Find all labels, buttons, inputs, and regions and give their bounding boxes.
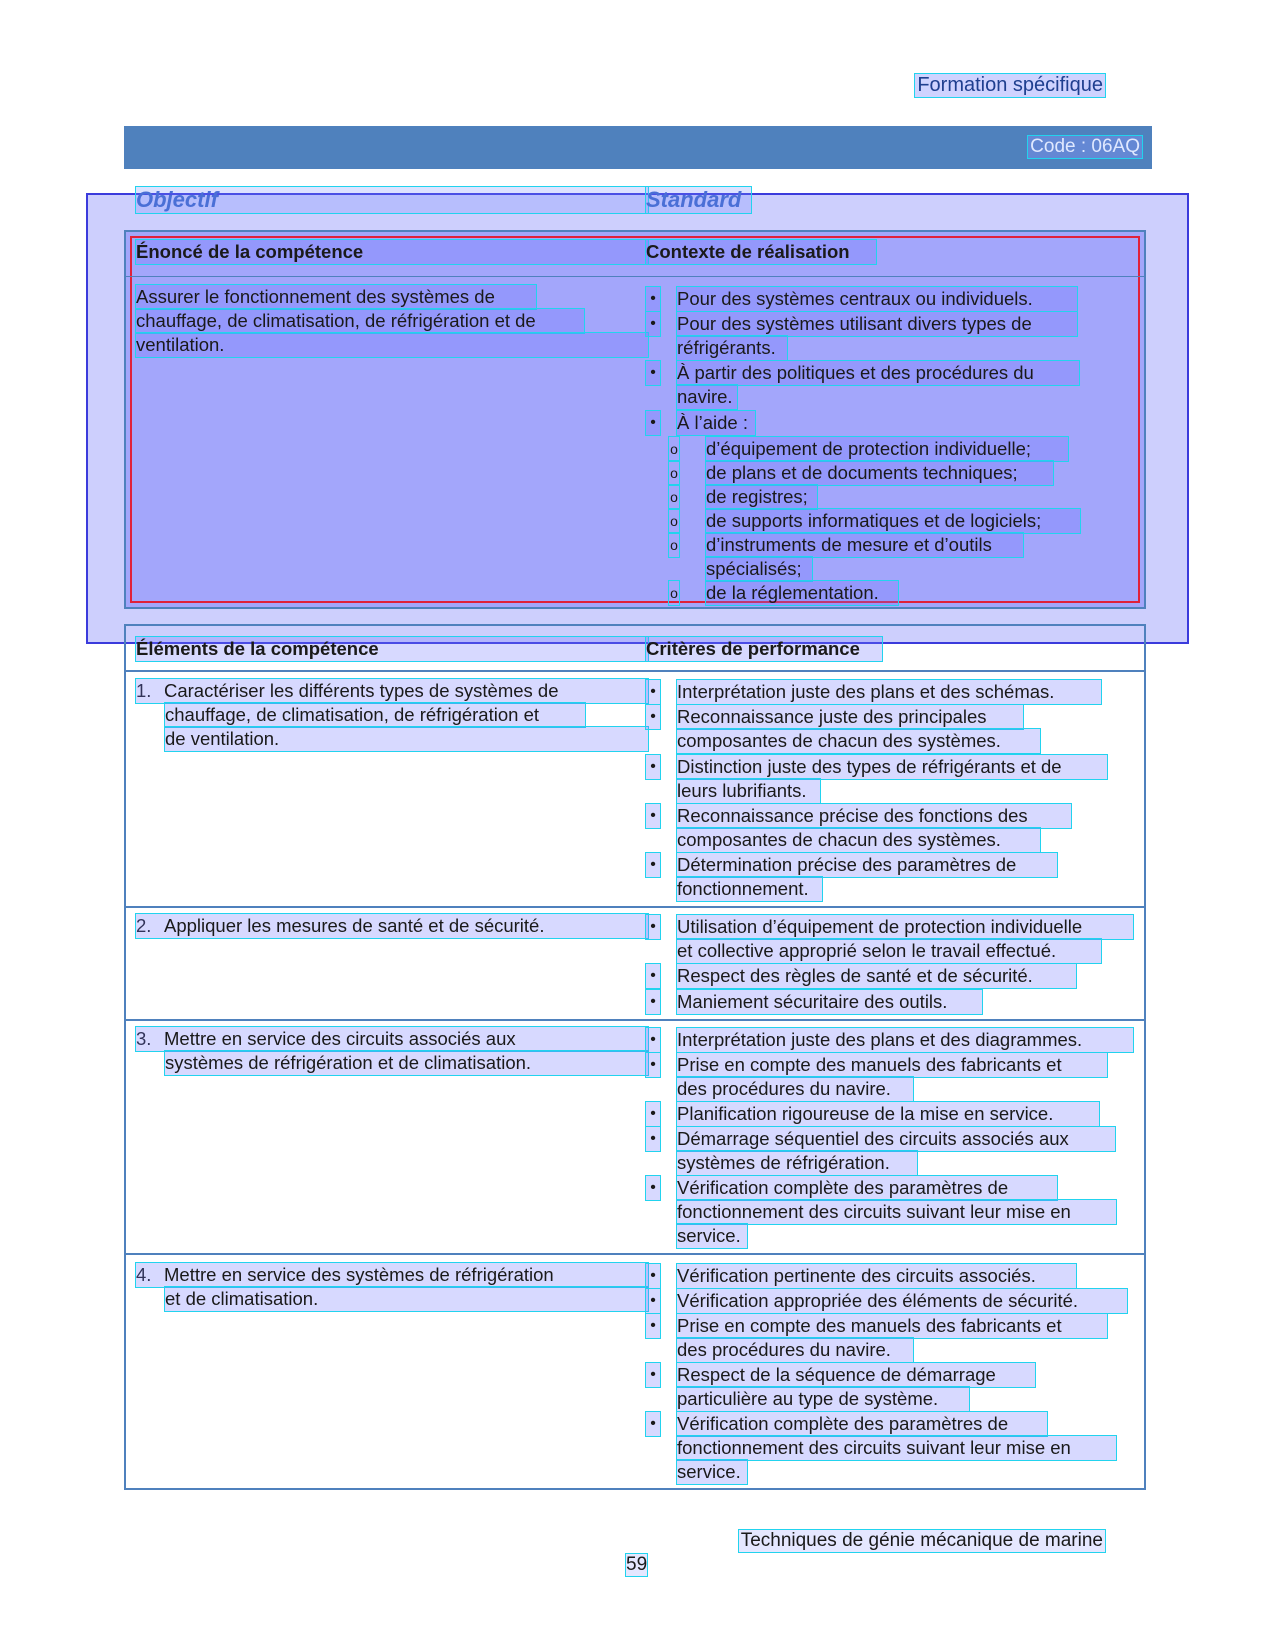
program-name-footer: Techniques de génie mécanique de marine <box>740 1530 1103 1551</box>
element-number: 1. <box>136 680 152 701</box>
bullet-icon: • <box>646 990 660 1014</box>
criteria-item-cont: des procédures du navire. <box>677 1338 913 1362</box>
bullet-icon: • <box>646 411 660 435</box>
competency-code: Code : 06AQ <box>1030 136 1140 157</box>
aide-item: de la réglementation. <box>706 581 898 605</box>
objectif-title: Objectif <box>136 187 648 213</box>
page-number: 59 <box>626 1554 648 1575</box>
criteria-item: Prise en compte des manuels des fabricants et <box>677 1314 1107 1338</box>
criteria-item: Vérification pertinente des circuits associés. <box>677 1264 1076 1288</box>
criteria-item-cont: des procédures du navire. <box>677 1077 913 1101</box>
element-number: 3. <box>136 1028 152 1049</box>
table-header-divider <box>126 276 1144 277</box>
aide-item: d’équipement de protection individuelle; <box>706 437 1068 461</box>
criteria-item: Respect de la séquence de démarrage <box>677 1363 1035 1387</box>
criteria-item-cont: fonctionnement des circuits suivant leur mise en <box>677 1436 1116 1460</box>
criteria-item: Planification rigoureuse de la mise en service. <box>677 1102 1099 1126</box>
aide-item: d’instruments de mesure et d’outils <box>706 533 1023 557</box>
bullet-icon: • <box>646 1363 660 1387</box>
criteria-item-cont: particulière au type de système. <box>677 1387 969 1411</box>
contexte-item: Pour des systèmes utilisant divers types de <box>677 312 1077 336</box>
element-line: et de climatisation. <box>165 1287 648 1311</box>
row-divider <box>126 1019 1144 1021</box>
enonce-line: chauffage, de climatisation, de réfrigération et de <box>136 309 584 333</box>
criteria-item: Utilisation d’équipement de protection individuelle <box>677 915 1133 939</box>
criteria-item: Reconnaissance précise des fonctions des <box>677 804 1071 828</box>
bullet-icon: • <box>646 1127 660 1151</box>
element-line: Caractériser les différents types de systèmes de <box>136 679 648 703</box>
criteria-item: Démarrage séquentiel des circuits associés aux <box>677 1127 1115 1151</box>
criteria-item: Interprétation juste des plans et des diagrammes. <box>677 1028 1133 1052</box>
enonce-line: Assurer le fonctionnement des systèmes de <box>136 285 536 309</box>
bullet-icon: • <box>646 804 660 828</box>
bullet-icon: • <box>646 312 660 336</box>
enonce-line: ventilation. <box>136 333 648 357</box>
criteria-item-cont: composantes de chacun des systèmes. <box>677 828 1040 852</box>
standard-title: Standard <box>646 187 751 213</box>
criteria-item: Vérification appropriée des éléments de sécurité. <box>677 1289 1127 1313</box>
enonce-header: Énoncé de la compétence <box>136 240 648 264</box>
contexte-item-cont: navire. <box>677 385 737 409</box>
bullet-icon: • <box>646 853 660 877</box>
sub-bullet-icon: o <box>669 509 679 533</box>
bullet-icon: • <box>646 361 660 385</box>
element-number: 4. <box>136 1264 152 1285</box>
criteria-item-cont: service. <box>677 1460 747 1484</box>
row-divider <box>126 1253 1144 1255</box>
sub-bullet-icon: o <box>669 533 679 557</box>
criteria-item-cont: systèmes de réfrigération. <box>677 1151 917 1175</box>
bullet-icon: • <box>646 755 660 779</box>
sub-bullet-icon: o <box>669 437 679 461</box>
criteria-item: Vérification complète des paramètres de <box>677 1412 1047 1436</box>
bullet-icon: • <box>646 915 660 939</box>
criteria-item-cont: fonctionnement des circuits suivant leur mise en <box>677 1200 1116 1224</box>
criteria-item: Interprétation juste des plans et des schémas. <box>677 680 1101 704</box>
aide-item-cont: spécialisés; <box>706 557 812 581</box>
element-line: Mettre en service des systèmes de réfrigération <box>136 1263 648 1287</box>
contexte-item-cont: réfrigérants. <box>677 336 787 360</box>
criteria-item-cont: et collective approprié selon le travail effectué. <box>677 939 1101 963</box>
sub-bullet-icon: o <box>669 581 679 605</box>
contexte-item: À partir des politiques et des procédures du <box>677 361 1079 385</box>
bullet-icon: • <box>646 1412 660 1436</box>
bullet-icon: • <box>646 964 660 988</box>
element-number: 2. <box>136 915 152 936</box>
criteria-item: Maniement sécuritaire des outils. <box>677 990 982 1014</box>
competency-code-bar <box>124 126 1152 169</box>
criteria-item: Vérification complète des paramètres de <box>677 1176 1057 1200</box>
bullet-icon: • <box>646 1028 660 1052</box>
bullet-icon: • <box>646 705 660 729</box>
aide-item: de supports informatiques et de logiciels; <box>706 509 1080 533</box>
criteria-item-cont: service. <box>677 1224 747 1248</box>
bullet-icon: • <box>646 1176 660 1200</box>
criteria-item: Reconnaissance juste des principales <box>677 705 1023 729</box>
criteres-header: Critères de performance <box>646 637 882 661</box>
element-line: systèmes de réfrigération et de climatisation. <box>165 1051 648 1075</box>
aide-item: de registres; <box>706 485 817 509</box>
bullet-icon: • <box>646 1314 660 1338</box>
bullet-icon: • <box>646 1289 660 1313</box>
elements-header: Éléments de la compétence <box>136 637 648 661</box>
criteria-item-cont: fonctionnement. <box>677 877 822 901</box>
contexte-item: Pour des systèmes centraux ou individuels. <box>677 287 1077 311</box>
element-line: chauffage, de climatisation, de réfrigération et <box>165 703 585 727</box>
criteria-item: Respect des règles de santé et de sécurité. <box>677 964 1076 988</box>
element-line: de ventilation. <box>165 727 648 751</box>
bullet-icon: • <box>646 1053 660 1077</box>
program-type-header: Formation spécifique <box>917 74 1103 96</box>
criteria-item-cont: leurs lubrifiants. <box>677 779 820 803</box>
aide-item: de plans et de documents techniques; <box>706 461 1053 485</box>
contexte-header: Contexte de réalisation <box>646 240 876 264</box>
table-header-divider <box>126 670 1144 672</box>
bullet-icon: • <box>646 680 660 704</box>
sub-bullet-icon: o <box>669 485 679 509</box>
bullet-icon: • <box>646 1102 660 1126</box>
element-line: Appliquer les mesures de santé et de sécurité. <box>136 914 648 938</box>
criteria-item: Prise en compte des manuels des fabricants et <box>677 1053 1107 1077</box>
sub-bullet-icon: o <box>669 461 679 485</box>
element-line: Mettre en service des circuits associés aux <box>136 1027 648 1051</box>
bullet-icon: • <box>646 1264 660 1288</box>
contexte-item: À l’aide : <box>677 411 755 435</box>
bullet-icon: • <box>646 287 660 311</box>
criteria-item-cont: composantes de chacun des systèmes. <box>677 729 1040 753</box>
criteria-item: Détermination précise des paramètres de <box>677 853 1057 877</box>
row-divider <box>126 906 1144 908</box>
criteria-item: Distinction juste des types de réfrigérants et de <box>677 755 1107 779</box>
